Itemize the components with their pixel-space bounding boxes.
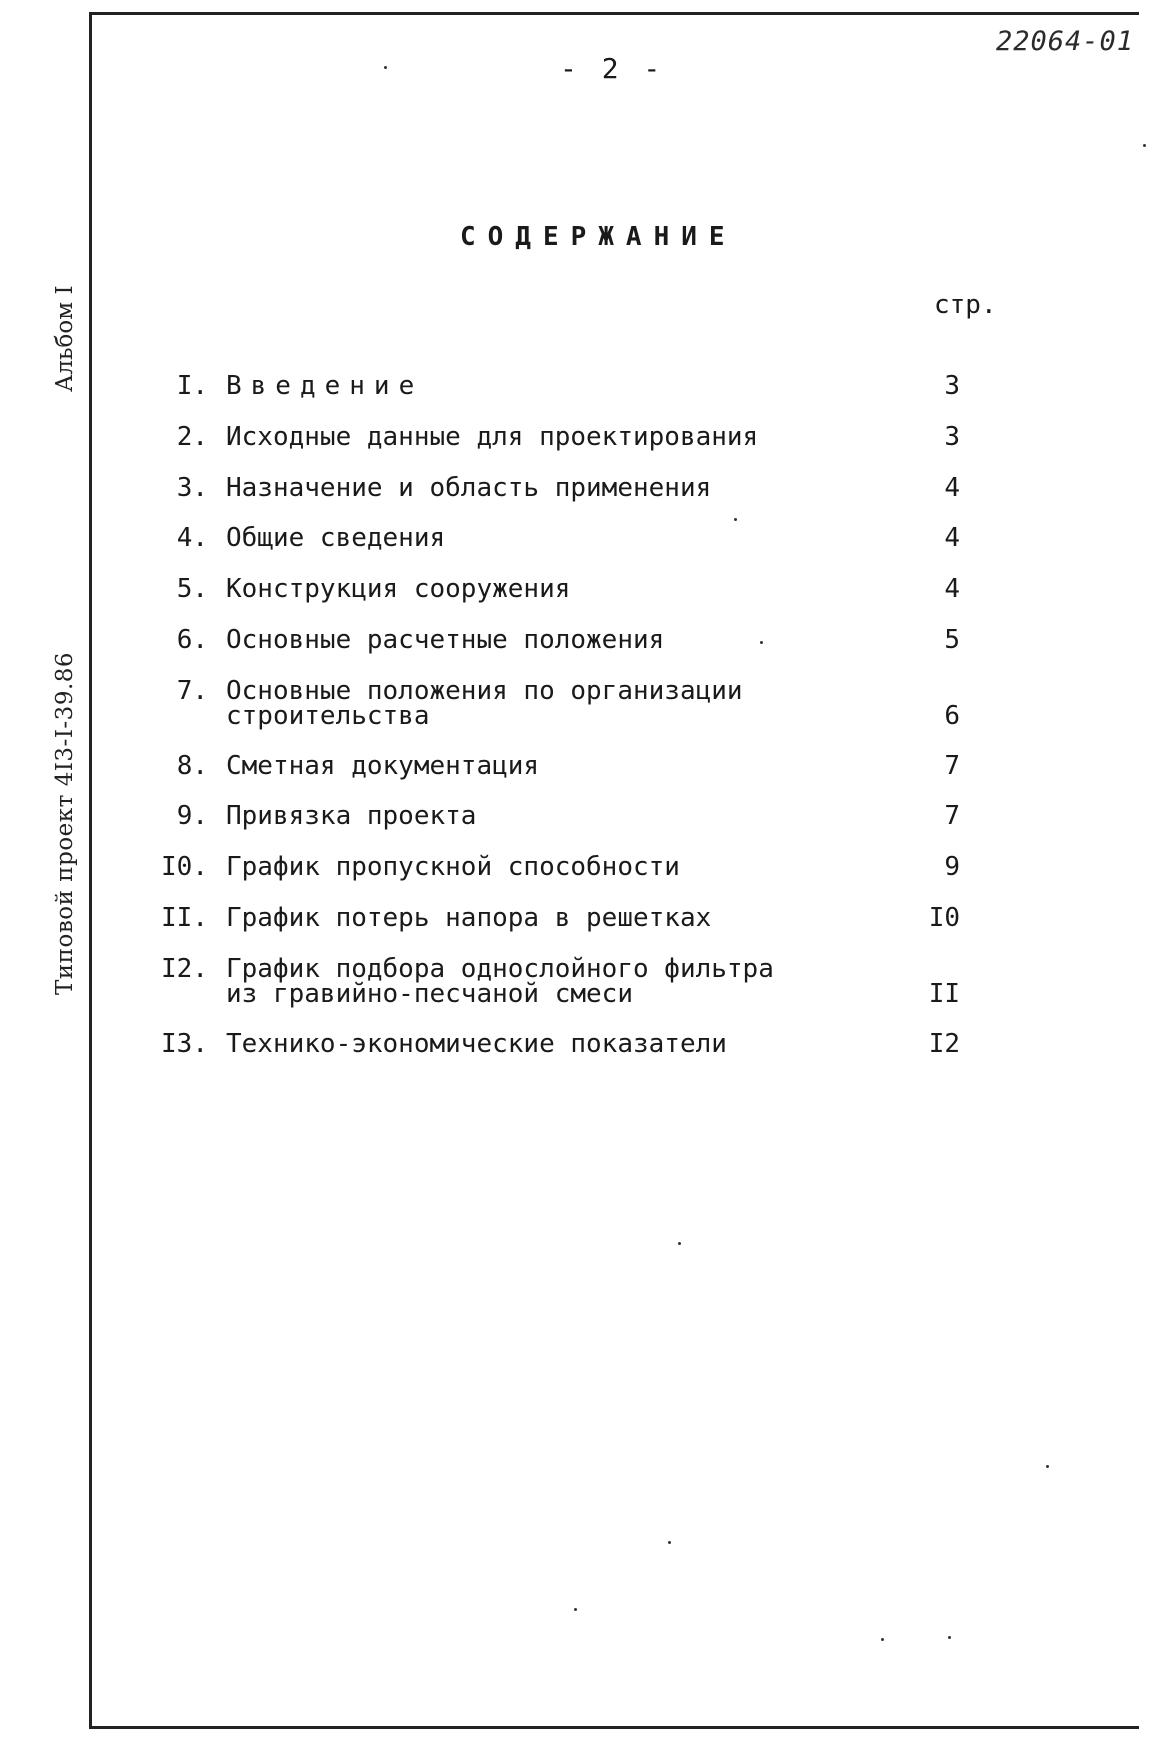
- page-title: СОДЕРЖАНИЕ: [460, 222, 737, 252]
- scan-speck: [384, 66, 387, 69]
- toc-item-number: I2.: [161, 954, 208, 984]
- toc-item-title: Сметная документация: [226, 751, 540, 781]
- scan-speck: [668, 1541, 671, 1544]
- page-number: - 2 -: [560, 52, 665, 85]
- toc-item-title: Основные расчетные положения: [226, 625, 665, 655]
- toc-item-page: 4: [944, 523, 960, 553]
- scan-speck: [760, 641, 763, 644]
- toc-item-number: 6.: [176, 625, 208, 655]
- project-label: Типовой проект 4I3-I-39.86: [52, 651, 78, 995]
- album-label: Альбом I: [52, 285, 78, 392]
- toc-item-number: 4.: [176, 523, 208, 553]
- page-column-header: стр.: [934, 290, 997, 320]
- toc-item-number: II.: [161, 903, 208, 933]
- scan-speck: [678, 1242, 681, 1245]
- toc-item-page: 4: [944, 574, 960, 604]
- toc-item-number: 2.: [176, 422, 208, 452]
- toc-item-number: I3.: [161, 1029, 208, 1059]
- toc-item-page: 9: [944, 852, 960, 882]
- toc-item-title: Основные положения по организации строительства: [226, 676, 743, 731]
- toc-item-title: Общие сведения: [226, 523, 446, 553]
- toc-item-number: 3.: [176, 473, 208, 503]
- scan-speck: [734, 518, 737, 521]
- toc-item-number: I.: [176, 371, 208, 401]
- toc-item-title: Технико-экономические показатели: [226, 1029, 727, 1059]
- toc-item-number: I0.: [161, 852, 208, 882]
- toc-item-number: 9.: [176, 801, 208, 831]
- toc-item-title: График подбора однослойного фильтра из гравийно-песчаной смеси: [226, 954, 774, 1009]
- toc-item-page: I2: [928, 1029, 960, 1059]
- toc-item-number: 8.: [176, 751, 208, 781]
- toc-item-page: I0: [928, 903, 960, 933]
- toc-item-title: Введение: [226, 371, 424, 401]
- toc-item-page: 6: [944, 701, 960, 731]
- toc-item-title: Привязка проекта: [226, 801, 477, 831]
- scan-speck: [881, 1638, 884, 1641]
- toc-item-number: 5.: [176, 574, 208, 604]
- toc-item-page: 3: [944, 422, 960, 452]
- toc-item-page: II: [928, 979, 960, 1009]
- toc-item-title: График потерь напора в решетках: [226, 903, 712, 933]
- scan-speck: [574, 1608, 577, 1611]
- toc-item-page: 4: [944, 473, 960, 503]
- toc-item-title: Назначение и область применения: [226, 473, 712, 503]
- toc-item-page: 5: [944, 625, 960, 655]
- toc-item-page: 7: [944, 751, 960, 781]
- scan-speck: [948, 1636, 951, 1639]
- toc-item-number: 7.: [176, 676, 208, 706]
- toc-item-title: Исходные данные для проектирования: [226, 422, 759, 452]
- scan-speck: [1143, 144, 1146, 147]
- toc-item-title: Конструкция сооружения: [226, 574, 571, 604]
- scan-speck: [1046, 1465, 1049, 1468]
- toc-item-page: 3: [944, 371, 960, 401]
- toc-item-title: График пропускной способности: [226, 852, 680, 882]
- toc-item-page: 7: [944, 801, 960, 831]
- document-number: 22064-01: [995, 26, 1134, 57]
